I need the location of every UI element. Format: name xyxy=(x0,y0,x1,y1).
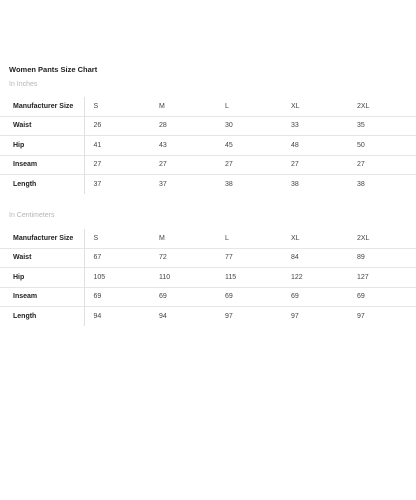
table-cell: 30 xyxy=(216,116,282,136)
table-cell: 105 xyxy=(84,268,150,288)
row-label-hip: Hip xyxy=(0,268,84,288)
table-row xyxy=(0,155,416,175)
size-m: M xyxy=(150,229,216,248)
page-title: Women Pants Size Chart xyxy=(9,65,98,74)
table-row xyxy=(0,268,416,288)
table-cell: 127 xyxy=(348,268,416,288)
size-xl: XL xyxy=(282,97,348,116)
table-cell: 97 xyxy=(291,312,299,320)
table-cell: 50 xyxy=(348,136,416,156)
table-row xyxy=(0,287,416,307)
size-xl: XL xyxy=(282,229,348,248)
table-cell: 122 xyxy=(282,268,348,288)
table-cell: 69 xyxy=(282,287,348,307)
table-cell: 37 xyxy=(159,180,167,188)
table-cell: 84 xyxy=(282,248,348,268)
table-cell: 97 xyxy=(357,312,365,320)
table-cell: 27 xyxy=(348,155,416,175)
table-row xyxy=(0,248,416,268)
header-label: Manufacturer Size xyxy=(0,97,84,116)
size-l: L xyxy=(216,229,282,248)
row-label-hip: Hip xyxy=(0,136,84,156)
row-label-length: Length xyxy=(0,175,84,194)
table-cell: 69 xyxy=(216,287,282,307)
table-cell: 67 xyxy=(84,248,150,268)
header-label: Manufacturer Size xyxy=(0,229,84,248)
table-cell: 115 xyxy=(216,268,282,288)
centimeters-section-label: In Centimeters xyxy=(9,212,55,219)
table-cell: 35 xyxy=(348,116,416,136)
table-cell: 45 xyxy=(216,136,282,156)
size-m: M xyxy=(150,97,216,116)
row-label-waist: Waist xyxy=(0,116,84,136)
table-cell: 26 xyxy=(84,116,150,136)
table-row xyxy=(0,307,416,326)
table-cell: 94 xyxy=(159,312,167,320)
table-cell: 72 xyxy=(150,248,216,268)
row-label-length: Length xyxy=(0,307,84,326)
row-label-inseam: Inseam xyxy=(0,287,84,307)
table-cell: 38 xyxy=(291,180,299,188)
table-cell: 41 xyxy=(84,136,150,156)
table-cell: 37 xyxy=(93,180,102,188)
table-row xyxy=(0,116,416,136)
table-cell: 27 xyxy=(150,155,216,175)
inches-size-table xyxy=(0,97,416,194)
table-cell: 38 xyxy=(357,180,365,188)
centimeters-size-table xyxy=(0,229,416,326)
table-header-row xyxy=(0,97,416,116)
table-cell: 110 xyxy=(150,268,216,288)
table-cell: 27 xyxy=(282,155,348,175)
table-cell: 27 xyxy=(84,155,150,175)
table-cell: 94 xyxy=(93,312,102,320)
table-cell: 48 xyxy=(282,136,348,156)
row-label-inseam: Inseam xyxy=(0,155,84,175)
table-row xyxy=(0,136,416,156)
size-s: S xyxy=(84,97,150,116)
table-cell: 69 xyxy=(348,287,416,307)
table-header-row xyxy=(0,229,416,248)
table-cell: 97 xyxy=(225,312,233,320)
table-cell: 38 xyxy=(225,180,233,188)
row-label-waist: Waist xyxy=(0,248,84,268)
table-cell: 89 xyxy=(348,248,416,268)
size-2xl: 2XL xyxy=(348,229,416,248)
table-cell: 69 xyxy=(84,287,150,307)
size-s: S xyxy=(84,229,150,248)
size-l: L xyxy=(216,97,282,116)
table-cell: 33 xyxy=(282,116,348,136)
inches-section-label: In Inches xyxy=(9,81,38,88)
table-cell: 77 xyxy=(216,248,282,268)
size-2xl: 2XL xyxy=(348,97,416,116)
table-cell: 27 xyxy=(216,155,282,175)
table-cell: 28 xyxy=(150,116,216,136)
table-cell: 43 xyxy=(150,136,216,156)
table-cell: 69 xyxy=(150,287,216,307)
table-row xyxy=(0,175,416,194)
